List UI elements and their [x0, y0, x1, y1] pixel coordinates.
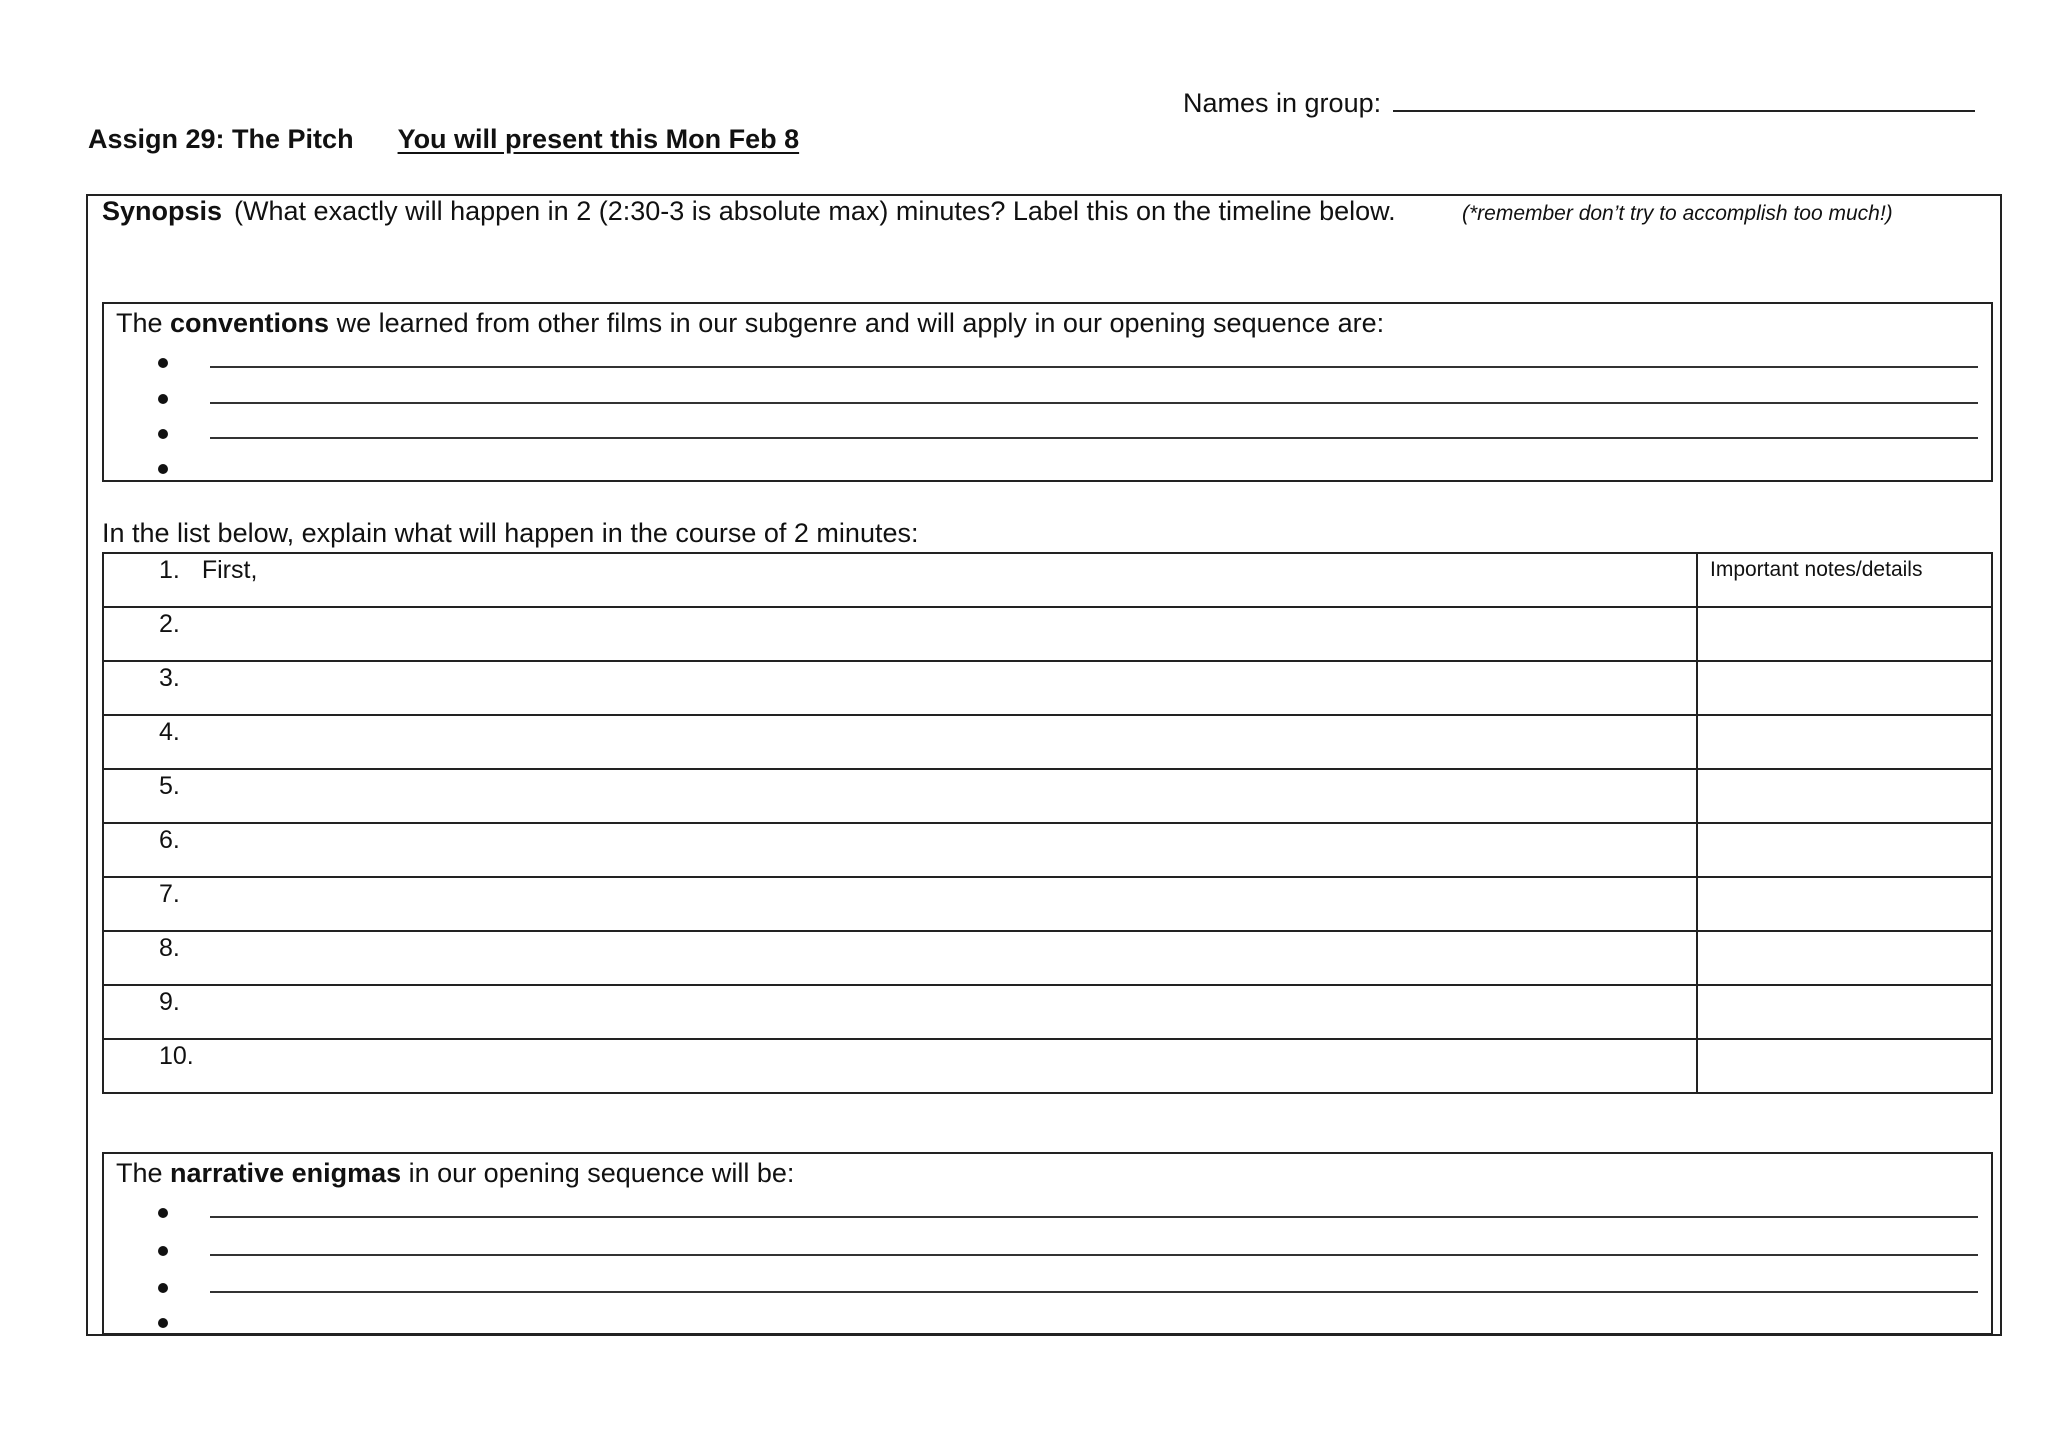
step-notes-cell[interactable]: [1697, 715, 1992, 769]
step-label: [159, 556, 257, 585]
bullet-icon: [158, 1208, 168, 1218]
step-description-cell[interactable]: [103, 607, 1697, 661]
conventions-bullet-4: [158, 460, 1978, 494]
names-label: Names in group:: [1183, 88, 1382, 118]
conventions-bullet-1: [158, 354, 1978, 388]
bullet-icon: [158, 429, 168, 439]
assignment-header: [88, 124, 799, 155]
step-label: [159, 718, 202, 747]
enigmas-keyword: narrative enigmas: [170, 1158, 402, 1188]
conventions-bullet-3: [158, 425, 1978, 459]
step-number: 1.: [159, 556, 180, 584]
steps-table: [102, 552, 1993, 1094]
step-row: [103, 661, 1992, 715]
conventions-intro: [116, 308, 1384, 339]
assignment-title: Assign 29: The Pitch: [88, 124, 354, 154]
bullet-icon: [158, 1318, 168, 1328]
step-row: [103, 823, 1992, 877]
step-notes-cell[interactable]: [1697, 607, 1992, 661]
bullet-icon: [158, 394, 168, 404]
step-notes-cell[interactable]: [1697, 553, 1992, 607]
enigmas-bullet-4: [158, 1314, 1978, 1348]
synopsis-prompt: [102, 196, 1396, 227]
step-label: [159, 934, 202, 963]
synopsis-question: (What exactly will happen in 2 (2:30-3 is absolute max) minutes? Label this on the timeline below.: [234, 196, 1396, 226]
step-label: [159, 826, 202, 855]
step-row: [103, 1039, 1992, 1093]
names-in-group: [1183, 86, 1975, 119]
conventions-bullet-2: [158, 390, 1978, 424]
answer-line[interactable]: [210, 1254, 1978, 1256]
step-row: [103, 769, 1992, 823]
step-notes-cell[interactable]: [1697, 877, 1992, 931]
step-description-cell[interactable]: [103, 877, 1697, 931]
steps-intro: In the list below, explain what will happen in the course of 2 minutes:: [102, 518, 919, 548]
synopsis-label: Synopsis: [102, 196, 223, 226]
step-description-cell[interactable]: [103, 931, 1697, 985]
step-row: [103, 715, 1992, 769]
enigmas-bullet-3: [158, 1279, 1978, 1313]
step-row: [103, 877, 1992, 931]
step-description-cell[interactable]: [103, 661, 1697, 715]
enigmas-intro-end: in our opening sequence will be:: [401, 1158, 795, 1188]
step-row: [103, 931, 1992, 985]
step-label: [159, 1042, 216, 1071]
answer-line[interactable]: [210, 1216, 1978, 1218]
answer-line[interactable]: [210, 1291, 1978, 1293]
step-number: 5.: [159, 772, 180, 800]
step-notes-cell[interactable]: [1697, 661, 1992, 715]
answer-line[interactable]: [210, 366, 1978, 368]
step-text: First,: [201, 556, 258, 584]
synopsis-reminder: (*remember don’t try to accomplish too much!): [1462, 202, 1893, 225]
conventions-box: [102, 302, 1993, 482]
answer-line[interactable]: [210, 402, 1978, 404]
step-number: 9.: [159, 988, 180, 1016]
notes-header: Important notes/details: [1710, 558, 1923, 581]
step-number: 3.: [159, 664, 180, 692]
step-description-cell[interactable]: [103, 769, 1697, 823]
conventions-intro-end: we learned from other films in our subgenre and will apply in our opening sequence are:: [329, 308, 1385, 338]
step-number: 2.: [159, 610, 180, 638]
step-description-cell[interactable]: [103, 985, 1697, 1039]
step-label: [159, 610, 202, 639]
step-number: 6.: [159, 826, 180, 854]
presentation-date: You will present this Mon Feb 8: [397, 124, 800, 154]
step-description-cell[interactable]: [103, 715, 1697, 769]
enigmas-intro-start: The: [116, 1158, 171, 1188]
step-notes-cell[interactable]: [1697, 769, 1992, 823]
step-label: [159, 880, 202, 909]
step-number: 4.: [159, 718, 180, 746]
step-row: [103, 607, 1992, 661]
step-notes-cell[interactable]: [1697, 985, 1992, 1039]
conventions-keyword: conventions: [170, 308, 330, 338]
bullet-icon: [158, 358, 168, 368]
step-notes-cell[interactable]: [1697, 823, 1992, 877]
step-label: [159, 772, 202, 801]
answer-line[interactable]: [210, 437, 1978, 439]
step-label: [159, 664, 202, 693]
names-blank-line[interactable]: [1393, 86, 1975, 112]
step-notes-cell[interactable]: [1697, 1039, 1992, 1093]
enigmas-bullet-2: [158, 1242, 1978, 1276]
step-row: [103, 553, 1992, 607]
enigmas-bullet-1: [158, 1204, 1978, 1238]
step-label: [159, 988, 202, 1017]
step-description-cell[interactable]: [103, 553, 1697, 607]
step-description-cell[interactable]: [103, 823, 1697, 877]
conventions-intro-start: The: [116, 308, 171, 338]
enigmas-intro: [116, 1158, 794, 1189]
step-number: 7.: [159, 880, 180, 908]
bullet-icon: [158, 1283, 168, 1293]
bullet-icon: [158, 464, 168, 474]
step-row: [103, 985, 1992, 1039]
bullet-icon: [158, 1246, 168, 1256]
step-notes-cell[interactable]: [1697, 931, 1992, 985]
step-description-cell[interactable]: [103, 1039, 1697, 1093]
step-number: 8.: [159, 934, 180, 962]
step-number: 10.: [159, 1042, 194, 1070]
enigmas-box: [102, 1152, 1993, 1335]
